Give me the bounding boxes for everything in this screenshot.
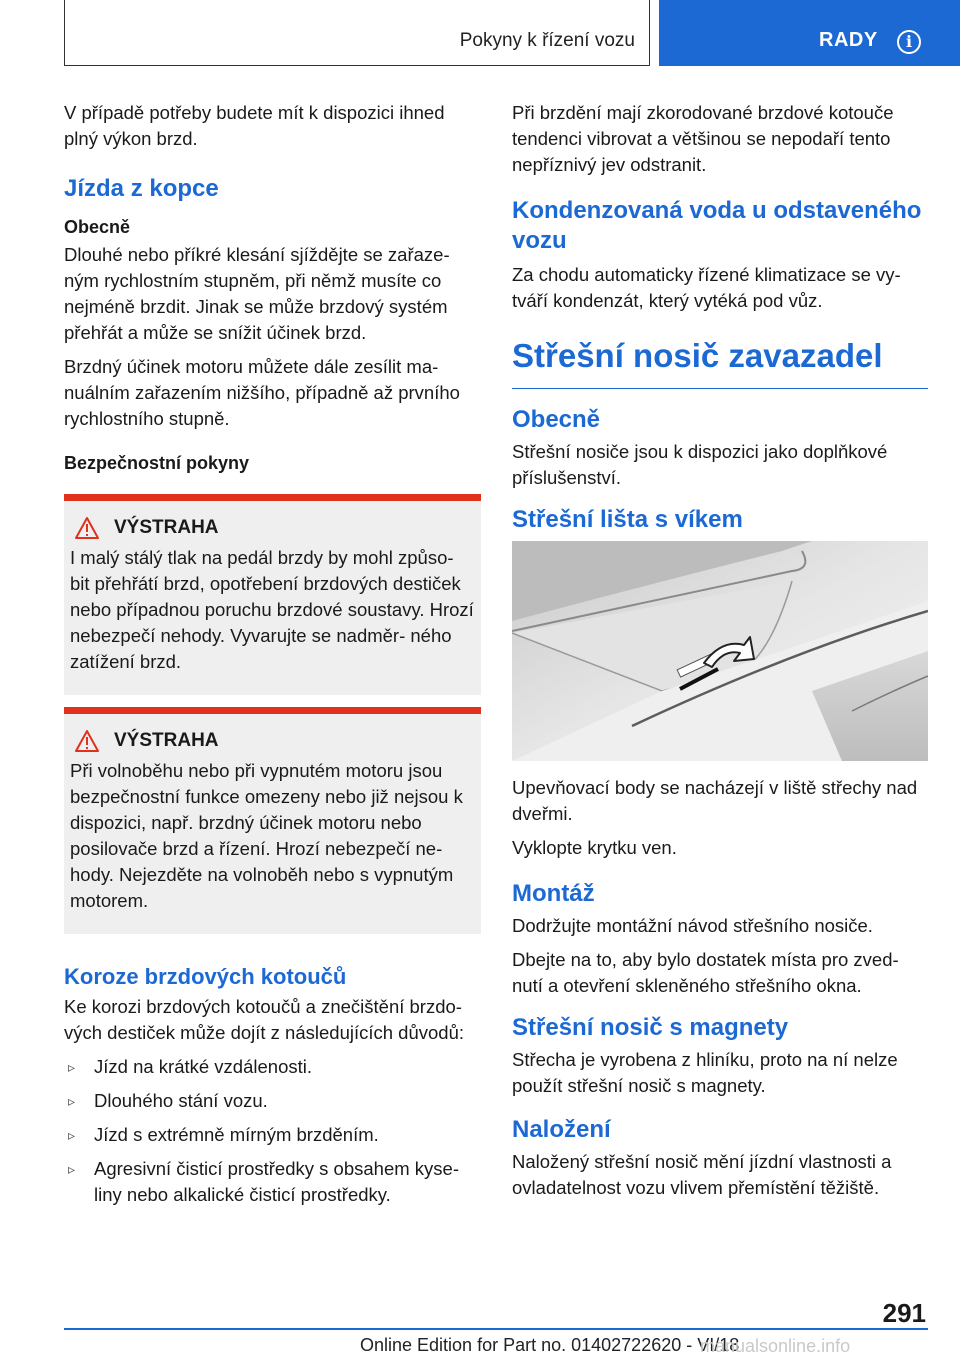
warning-box-brake-pressure bbox=[64, 494, 481, 695]
watermark: manualsonline.info bbox=[700, 1336, 851, 1356]
heading-roof-rail: Střešní lišta s víkem bbox=[512, 506, 743, 533]
list-item: ▹ Jízd na krátké vzdálenosti. bbox=[64, 1054, 481, 1080]
warning-box-idle bbox=[64, 707, 481, 934]
paragraph-aluminium: Střecha je vyrobena z hliníku, proto na ní nelze použít střešní nosič s magnety. bbox=[512, 1049, 898, 1096]
heading-condensate: Kondenzovaná voda u odstaveného vozu bbox=[512, 197, 922, 254]
list-item: ▹ Jízd s extrémně mírným brzděním. bbox=[64, 1122, 481, 1148]
paragraph-instructions: Dodržujte montážní návod střešního nosiče. bbox=[512, 915, 873, 936]
paragraph-vibration: Při brzdění mají zkorodované brzdové kotouče tendenci vibrovat a většinou se nepodaří tento nepříznivý jev odstranit. bbox=[512, 102, 894, 175]
header-chapter-tab[interactable] bbox=[659, 0, 960, 66]
paragraph-corrosion-causes: Ke korozi brzdových kotoučů a znečištění brzdo- vých destiček může dojít z následujících důvodů: bbox=[64, 996, 465, 1043]
heading-mounting: Montáž bbox=[512, 880, 595, 907]
footer-divider bbox=[64, 1328, 928, 1330]
paragraph-handling: Naložený střešní nosič mění jízdní vlastnosti a ovladatelnost vozu vlivem přemístění těžiště. bbox=[512, 1151, 892, 1198]
left-column bbox=[64, 100, 481, 1216]
paragraph-engine-braking: Brzdný účinek motoru můžete dále zesílit ma- nuálním zařazením nižšího, případně až prvního rychlostního stupně. bbox=[64, 356, 460, 429]
warning-triangle-icon bbox=[74, 729, 100, 753]
bullet-icon: ▹ bbox=[68, 1161, 76, 1177]
paragraph-brake-power: V případě potřeby budete mít k dispozici ihned plný výkon brzd. bbox=[64, 102, 445, 149]
header-section-title: Pokyny k řízení vozu bbox=[459, 30, 635, 51]
paragraph-accessory: Střešní nosiče jsou k dispozici jako doplňkové příslušenství. bbox=[512, 441, 888, 488]
info-icon: i bbox=[897, 30, 921, 54]
paragraph-condensate: Za chodu automaticky řízené klimatizace se vy- tváří kondenzát, který vytéká pod vůz. bbox=[512, 264, 901, 311]
paragraph-sunroof-clearance: Dbejte na to, aby bylo dostatek místa pro zved- nutí a otevření skleněného střešního okna. bbox=[512, 949, 899, 996]
subheading-general: Obecně bbox=[64, 217, 131, 237]
bullet-icon: ▹ bbox=[68, 1093, 76, 1109]
paragraph-mount-points: Upevňovací body se nacházejí v liště střechy nad dveřmi. bbox=[512, 777, 918, 824]
list-item: ▹ Dlouhého stání vozu. bbox=[64, 1088, 481, 1114]
warning-title: VÝSTRAHA bbox=[114, 517, 219, 538]
heading-general: Obecně bbox=[512, 406, 601, 433]
warning-triangle-icon bbox=[74, 516, 100, 540]
heading-downhill: Jízda z kopce bbox=[64, 175, 219, 202]
warning-text: Při volnoběhu nebo při vypnutém motoru jsou bezpečnostní funkce omezeny nebo již nejsou k dispozici, např. brzdný účinek motoru nebo posilovače brzd a řízení. Hrozí nebezpečí ne- hody. Nejezděte na volnoběh nebo s vypnutým motorem. bbox=[70, 760, 463, 911]
subheading-safety: Bezpečnostní pokyny bbox=[64, 453, 250, 473]
bullet-icon: ▹ bbox=[68, 1127, 76, 1143]
paragraph-fold-cover: Vyklopte krytku ven. bbox=[512, 837, 677, 858]
roof-rail-photo bbox=[512, 541, 928, 761]
heading-roof-rack: Střešní nosič zavazadel bbox=[512, 336, 928, 389]
right-column bbox=[512, 100, 928, 1209]
heading-magnetic: Střešní nosič s magnety bbox=[512, 1014, 789, 1041]
page-number: 291 bbox=[882, 1298, 926, 1328]
warning-text: I malý stálý tlak na pedál brzdy by mohl způso- bit přehřátí brzd, opotřebení brzdových destiček nebo případnou poruchu brzdové soustavy. Hrozí nebezpečí nehody. Vyvarujte se nadměr- ného zatížení brzd. bbox=[70, 547, 474, 672]
paragraph-downhill-gear: Dlouhé nebo příkré klesání sjíždějte se zařaze- ným rychlostním stupněm, při němž musíte co nejméně brzdit. Jinak se může brzdový systém přehřát a může se snížit účinek brzd. bbox=[64, 244, 450, 343]
warning-title: VÝSTRAHA bbox=[114, 730, 219, 751]
header-chapter-label: RADY bbox=[819, 29, 878, 51]
corrosion-causes-list bbox=[64, 1054, 481, 1208]
heading-loading: Naložení bbox=[512, 1116, 611, 1143]
bullet-icon: ▹ bbox=[68, 1059, 76, 1075]
heading-corrosion: Koroze brzdových kotoučů bbox=[64, 964, 347, 989]
footer-edition: Online Edition for Part no. 01402722620 - VI/18 bbox=[360, 1335, 740, 1355]
header-section-box bbox=[64, 0, 650, 66]
list-item: ▹ Agresivní čisticí prostředky s obsahem kyse- liny nebo alkalické čisticí prostředky. bbox=[68, 1158, 459, 1205]
